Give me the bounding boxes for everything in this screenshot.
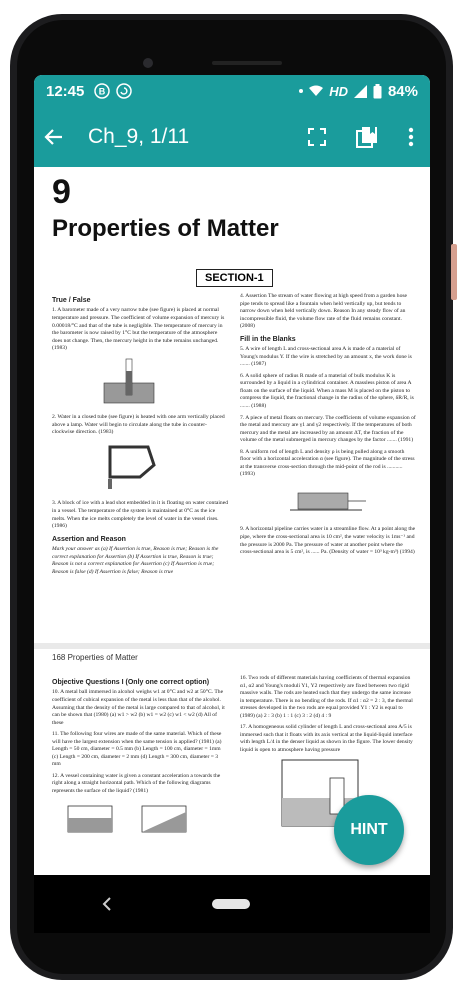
battery-icon xyxy=(373,84,382,99)
signal-icon xyxy=(354,85,367,98)
pdf-page-view[interactable] xyxy=(34,167,430,875)
svg-text:B: B xyxy=(99,86,106,97)
chapter-title: Properties of Matter xyxy=(52,215,279,242)
fill-blanks-heading: Fill in the Blanks xyxy=(240,335,296,343)
page-footer: 168 Properties of Matter xyxy=(52,653,138,662)
question-9: 9. A horizontal pipeline carries water in a streamline flow. At a point along the pipe, where the cross-sectional area is 10 cm², the water velocity is 1ms⁻¹ and the pressure is 2000 Pa. The pressure of water at another point where the cross-sectional area is 5 cm², is ...... Pa. (Density of water = 10³ kg-m³) (1994) xyxy=(240,526,416,556)
left-column xyxy=(52,293,228,580)
question-3: 3. A block of ice with a lead shot embedded in it is floating on water contained in a vessel. The temperature of the system is maintained at 0°C as the ice melts. When the ice melts completely the level of water in the vessel rises. (1986) xyxy=(52,500,229,530)
question-6: 6. A solid sphere of radius R made of a material of bulk modulus K is surrounded by a liquid in a cylindrical container. A massless piston of area A floats on the surface of the liquid. When a mass M is placed on the piston to compress the liquid, the fractional change in the radius of the sphere, δR/R, is ....... (1988) xyxy=(240,372,414,409)
page-divider xyxy=(34,643,430,649)
question-17: 17. A homogeneous solid cylinder of length L and cross-sectional area A/5 is immersed such that it floats with its axis vertical at the liquid-liquid interface with length L/4 in the denser liquid as shown in the figure. The lower density liquid is open to atmosphere having pressure xyxy=(240,724,413,753)
objective-heading: Objective Questions I (Only one correct option) xyxy=(52,679,210,686)
network-type: HD xyxy=(329,83,348,99)
dot-icon xyxy=(299,89,303,93)
volume-button xyxy=(451,244,457,300)
question-12: 12. A vessel containing water is given a constant acceleration a towards the right along a straight horizontal path. Which of the following diagrams represents the surface of the liquid? (1981) xyxy=(52,772,221,794)
bookmarks-icon[interactable] xyxy=(356,126,378,148)
rod-figure xyxy=(290,483,416,521)
front-camera xyxy=(143,58,153,68)
battery-level: 84% xyxy=(387,82,418,100)
question-8: 8. A uniform rod of length L and density ρ is being pulled along a smooth floor with a horizontal acceleration α (see figure). The magnitude of the stress at the transverse cross-section through the mid-point of the rod is ........... (1993) xyxy=(240,448,415,478)
app-bar xyxy=(34,107,430,167)
wifi-icon xyxy=(309,85,323,97)
navigation-bar xyxy=(34,875,430,933)
question-10: 10. A metal ball immersed in alcohol weighs w1 at 0°C and w2 at 50°C. The coefficient of cubical expansion of the metal is less than that of the alcohol. Assuming that the density of the metal is large compared to that of alcohol, it can be shown that (1980) (a) w1 > w2 (b) w1 = w2 (c) w1 < w2 (d) All of these xyxy=(52,689,225,726)
document-title: Ch_9, 1/11 xyxy=(88,125,190,148)
closed-tube-figure xyxy=(102,441,228,495)
assertion-reason-options: Mark your answer as (a) If Assertion is true, Reason is true; Reason is the correct explanation for Assertion (b) If Assertion is true, Reason is true; Reason is not a correct explanation for Assertion (c) If Assertion is true; Reason is false (d) If Assertion is false; Reason is true xyxy=(52,546,219,575)
back-arrow-icon[interactable] xyxy=(44,127,64,147)
sync-icon xyxy=(116,83,132,99)
earpiece-speaker xyxy=(212,61,282,65)
question-11: 11. The following four wires are made of the same material. Which of these will have the largest extension when the same tension is applied? (1981) (a) Length = 50 cm, diameter = 0.5 mm (b) Length = 100 cm, diameter = 1mm (c) Length = 200 cm, diameter = 2 mm (d) Length = 300 cm, diameter = 3 mm xyxy=(52,731,222,768)
true-false-heading: True / False xyxy=(52,297,91,304)
question-5: 5. A wire of length L and cross-sectional area A is made of a material of Young's modulus Y. If the wire is stretched by an amount x, the work done is ....... (1987) xyxy=(240,346,412,368)
question-4: 4. Assertion The stream of water flowing at high speed from a garden hose pipe tends to spread like a fountain when held vertically up, but tends to narrow down when held vertically down. Reason In any steady flow of an incompressible fluid, the volume flow rate of the fluid remains constant. (2008) xyxy=(240,293,408,330)
badge-b-icon xyxy=(94,83,110,99)
screen xyxy=(34,75,430,875)
nav-back-icon[interactable] xyxy=(102,897,112,911)
section-label: SECTION-1 xyxy=(196,269,273,287)
fullscreen-icon[interactable] xyxy=(308,128,326,146)
home-pill-button[interactable] xyxy=(212,899,250,909)
more-options-icon[interactable] xyxy=(408,127,414,147)
question-2: 2. Water in a closed tube (see figure) is heated with one arm vertically placed above a lamp. Water will begin to circulate along the tube in counter-clockwise direction. (1983) xyxy=(52,414,225,436)
status-bar xyxy=(34,75,430,107)
question-7: 7. A piece of metal floats on mercury. The coefficients of volume expansion of the metal and mercury are γ1 and γ2 respectively. If the temperatures of both mercury and the metal are increased by an amount ΔT, the fraction of the volume of the metal submerged in mercury changes by the factor ....... (1991) xyxy=(240,414,416,444)
question-1: 1. A barometer made of a very narrow tube (see figure) is placed at normal temperature and pressure. The coefficient of volume expansion of mercury is 0.00018/°C and that of the tube is negligible. The temperature of mercury in the barometer is now raised by 1°C but the temperature of the atmosphere does not change. Then, the mercury height in the tube remains unchanged. (1983) xyxy=(52,307,225,352)
page2-left-column xyxy=(52,675,228,837)
vessel-figures xyxy=(58,800,228,838)
status-time: 12:45 xyxy=(46,82,85,100)
right-column xyxy=(240,293,416,561)
chapter-number: 9 xyxy=(52,173,71,211)
question-16: 16. Two rods of different materials having coefficients of thermal expansion α1, α2 and Young's moduli Y1, Y2 respectively are fixed between two rigid massive walls. The rods are heated such that they undergo the same increase in temperature. There is no bending of the rods. If α1 : α2 = 2 : 3, the thermal stresses developed in the two rods are equal provided Y1 : Y2 is equal to (1989) (a) 2 : 3 (b) 1 : 1 (c) 3 : 2 (d) 4 : 9 xyxy=(240,675,413,719)
assertion-reason-heading: Assertion and Reason xyxy=(52,535,126,543)
hint-button[interactable]: HINT xyxy=(334,795,404,865)
barometer-figure xyxy=(102,357,228,409)
